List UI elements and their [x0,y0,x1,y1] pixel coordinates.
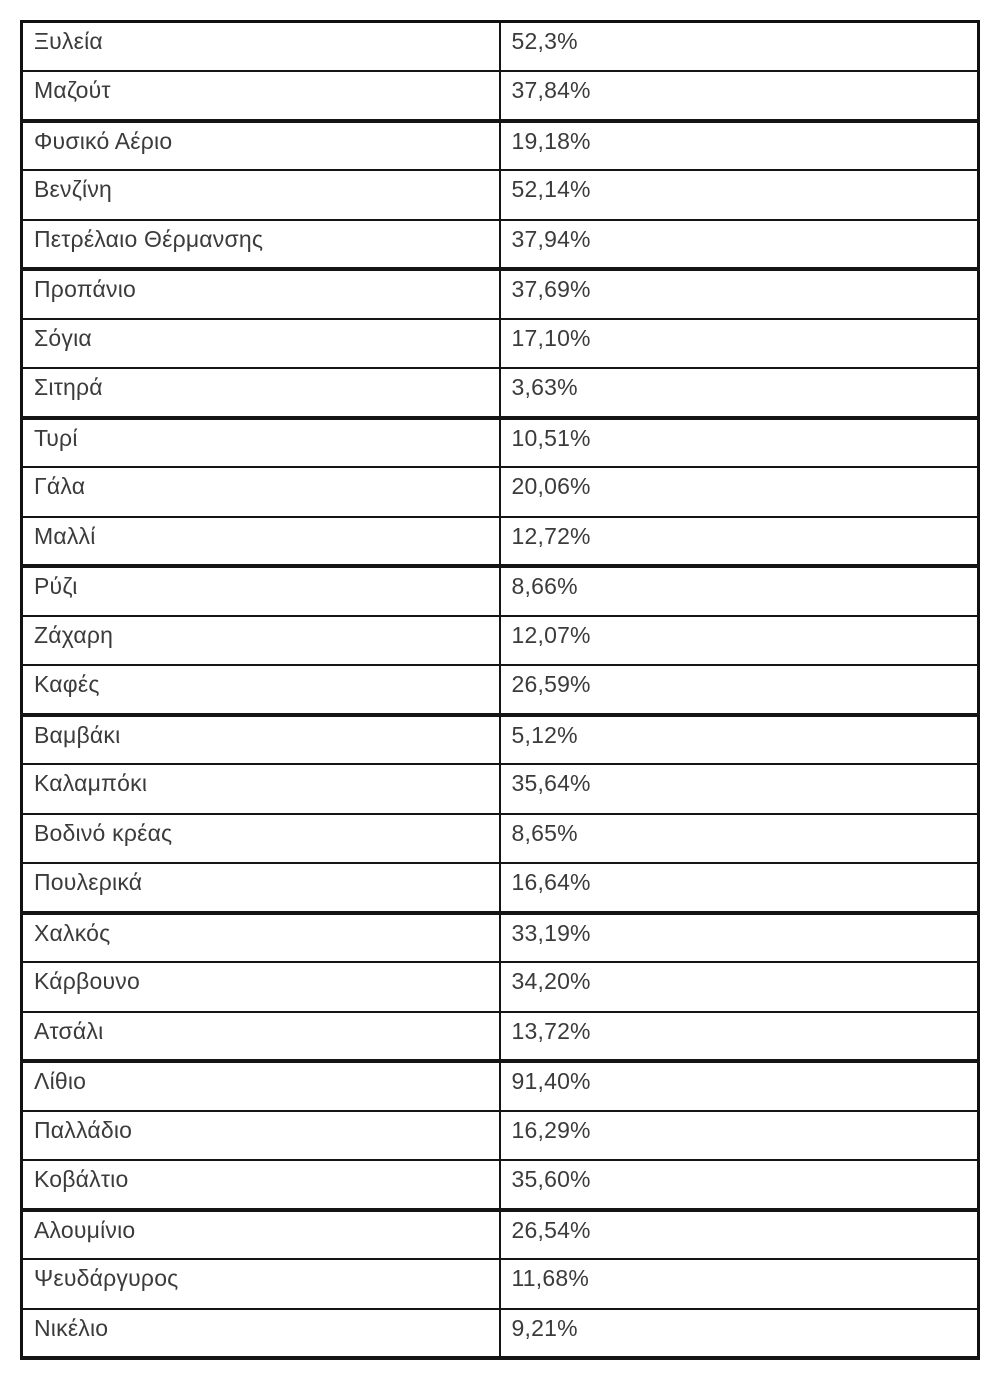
commodity-value-cell: 52,3% [500,22,979,72]
table-row [22,715,979,765]
commodity-value-cell: 37,84% [500,71,979,121]
commodity-value-cell: 26,54% [500,1210,979,1260]
commodity-name-cell: Βενζίνη [22,170,500,220]
commodity-value-cell: 12,72% [500,517,979,567]
commodity-table-body [22,22,979,1359]
table-row [22,170,979,220]
commodity-name-cell: Ψευδάργυρος [22,1259,500,1309]
commodity-value-cell: 12,07% [500,616,979,666]
commodity-value-cell: 16,64% [500,863,979,913]
commodity-name-cell: Ζάχαρη [22,616,500,666]
table-row [22,1259,979,1309]
table-row [22,1309,979,1359]
commodity-name-cell: Τυρί [22,418,500,468]
commodity-value-cell: 3,63% [500,368,979,418]
table-row [22,121,979,171]
commodity-name-cell: Ξυλεία [22,22,500,72]
commodity-name-cell: Νικέλιο [22,1309,500,1359]
commodity-name-cell: Ατσάλι [22,1012,500,1062]
commodity-value-cell: 19,18% [500,121,979,171]
commodity-name-cell: Βαμβάκι [22,715,500,765]
commodity-name-cell: Λίθιο [22,1061,500,1111]
commodity-name-cell: Πετρέλαιο Θέρμανσης [22,220,500,270]
commodity-name-cell: Αλουμίνιο [22,1210,500,1260]
table-row [22,962,979,1012]
commodity-value-cell: 5,12% [500,715,979,765]
commodity-value-cell: 33,19% [500,913,979,963]
table-row [22,319,979,369]
commodity-value-cell: 35,64% [500,764,979,814]
commodity-value-cell: 91,40% [500,1061,979,1111]
commodity-name-cell: Μαζούτ [22,71,500,121]
commodity-value-cell: 13,72% [500,1012,979,1062]
commodity-name-cell: Ρύζι [22,566,500,616]
table-row [22,1160,979,1210]
commodity-name-cell: Βοδινό κρέας [22,814,500,864]
commodity-name-cell: Καφές [22,665,500,715]
commodity-value-cell: 37,69% [500,269,979,319]
commodity-value-cell: 8,65% [500,814,979,864]
commodity-value-cell: 16,29% [500,1111,979,1161]
commodity-value-cell: 26,59% [500,665,979,715]
commodity-value-cell: 34,20% [500,962,979,1012]
commodity-name-cell: Παλλάδιο [22,1111,500,1161]
commodity-value-cell: 9,21% [500,1309,979,1359]
table-row [22,863,979,913]
table-row [22,1111,979,1161]
table-row [22,913,979,963]
commodity-name-cell: Κοβάλτιο [22,1160,500,1210]
commodity-name-cell: Γάλα [22,467,500,517]
commodity-name-cell: Μαλλί [22,517,500,567]
commodity-name-cell: Κάρβουνο [22,962,500,1012]
commodity-value-cell: 17,10% [500,319,979,369]
table-row [22,1061,979,1111]
commodity-name-cell: Καλαμπόκι [22,764,500,814]
commodity-value-cell: 8,66% [500,566,979,616]
table-row [22,467,979,517]
table-row [22,418,979,468]
table-row [22,517,979,567]
commodity-value-cell: 52,14% [500,170,979,220]
commodity-name-cell: Χαλκός [22,913,500,963]
commodity-name-cell: Φυσικό Αέριο [22,121,500,171]
table-row [22,22,979,72]
table-row [22,368,979,418]
commodity-name-cell: Σόγια [22,319,500,369]
commodity-name-cell: Σιτηρά [22,368,500,418]
document-page [20,20,977,1360]
table-row [22,616,979,666]
table-row [22,269,979,319]
table-row [22,566,979,616]
commodity-name-cell: Προπάνιο [22,269,500,319]
commodity-name-cell: Πουλερικά [22,863,500,913]
commodity-value-cell: 20,06% [500,467,979,517]
commodity-value-cell: 37,94% [500,220,979,270]
table-row [22,71,979,121]
table-row [22,665,979,715]
commodity-table [20,20,980,1360]
commodity-value-cell: 35,60% [500,1160,979,1210]
commodity-value-cell: 11,68% [500,1259,979,1309]
table-row [22,1210,979,1260]
table-row [22,764,979,814]
commodity-value-cell: 10,51% [500,418,979,468]
table-row [22,814,979,864]
table-row [22,220,979,270]
table-row [22,1012,979,1062]
